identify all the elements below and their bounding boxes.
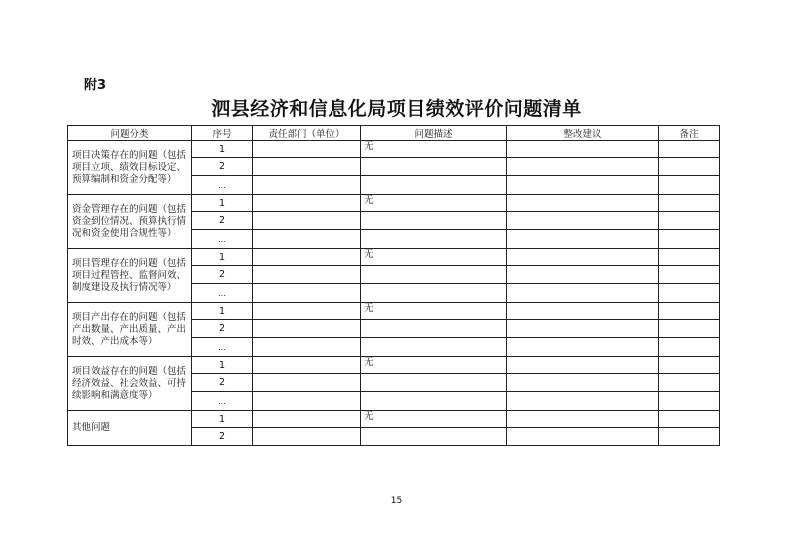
serial-cell: 1 bbox=[192, 411, 253, 428]
suggestion-cell bbox=[507, 303, 659, 320]
suggestion-cell bbox=[507, 230, 659, 249]
serial-cell: 2 bbox=[192, 320, 253, 338]
suggestion-cell bbox=[507, 428, 659, 446]
remarks-cell bbox=[659, 411, 720, 428]
remarks-cell bbox=[659, 158, 720, 176]
description-cell bbox=[361, 212, 507, 230]
remarks-cell bbox=[659, 249, 720, 266]
remarks-cell bbox=[659, 303, 720, 320]
table-header-row bbox=[68, 126, 720, 141]
department-cell bbox=[253, 303, 361, 320]
description-cell bbox=[361, 176, 507, 195]
serial-cell: 2 bbox=[192, 374, 253, 392]
remarks-cell bbox=[659, 320, 720, 338]
serial-cell: … bbox=[192, 176, 253, 195]
table-row bbox=[68, 411, 720, 428]
description-cell: 无 bbox=[361, 357, 507, 374]
department-cell bbox=[253, 176, 361, 195]
remarks-cell bbox=[659, 357, 720, 374]
department-cell bbox=[253, 195, 361, 212]
remarks-cell bbox=[659, 338, 720, 357]
column-header-suggestion: 整改建议 bbox=[507, 126, 659, 141]
remarks-cell bbox=[659, 212, 720, 230]
table-row bbox=[68, 249, 720, 266]
column-header-serial: 序号 bbox=[192, 126, 253, 141]
department-cell bbox=[253, 158, 361, 176]
serial-cell: 1 bbox=[192, 249, 253, 266]
description-cell bbox=[361, 284, 507, 303]
category-cell: 项目产出存在的问题（包括产出数量、产出质量、产出时效、产出成本等） bbox=[68, 303, 192, 357]
remarks-cell bbox=[659, 284, 720, 303]
suggestion-cell bbox=[507, 195, 659, 212]
suggestion-cell bbox=[507, 266, 659, 284]
suggestion-cell bbox=[507, 141, 659, 158]
suggestion-cell bbox=[507, 249, 659, 266]
department-cell bbox=[253, 374, 361, 392]
serial-cell: 1 bbox=[192, 141, 253, 158]
department-cell bbox=[253, 284, 361, 303]
suggestion-cell bbox=[507, 374, 659, 392]
serial-cell: 2 bbox=[192, 212, 253, 230]
department-cell bbox=[253, 411, 361, 428]
remarks-cell bbox=[659, 230, 720, 249]
serial-cell: … bbox=[192, 338, 253, 357]
column-header-department: 责任部门（单位） bbox=[253, 126, 361, 141]
remarks-cell bbox=[659, 141, 720, 158]
description-cell bbox=[361, 338, 507, 357]
suggestion-cell bbox=[507, 212, 659, 230]
remarks-cell bbox=[659, 266, 720, 284]
attachment-label: 附3 bbox=[84, 78, 107, 93]
description-cell: 无 bbox=[361, 249, 507, 266]
description-cell bbox=[361, 158, 507, 176]
serial-cell: 2 bbox=[192, 428, 253, 446]
suggestion-cell bbox=[507, 357, 659, 374]
serial-cell: 1 bbox=[192, 195, 253, 212]
department-cell bbox=[253, 249, 361, 266]
department-cell bbox=[253, 428, 361, 446]
department-cell bbox=[253, 338, 361, 357]
department-cell bbox=[253, 357, 361, 374]
serial-cell: 1 bbox=[192, 303, 253, 320]
remarks-cell bbox=[659, 195, 720, 212]
serial-cell: … bbox=[192, 392, 253, 411]
description-cell bbox=[361, 428, 507, 446]
table-row bbox=[68, 195, 720, 212]
remarks-cell bbox=[659, 428, 720, 446]
description-cell bbox=[361, 320, 507, 338]
column-header-remarks: 备注 bbox=[659, 126, 720, 141]
remarks-cell bbox=[659, 392, 720, 411]
description-cell bbox=[361, 266, 507, 284]
suggestion-cell bbox=[507, 158, 659, 176]
page-number: 15 bbox=[390, 496, 403, 506]
category-cell: 资金管理存在的问题（包括资金到位情况、预算执行情况和资金使用合规性等） bbox=[68, 195, 192, 249]
suggestion-cell bbox=[507, 338, 659, 357]
department-cell bbox=[253, 320, 361, 338]
column-header-description: 问题描述 bbox=[361, 126, 507, 141]
category-cell: 项目管理存在的问题（包括项目过程管控、监督问效、制度建设及执行情况等） bbox=[68, 249, 192, 303]
serial-cell: 2 bbox=[192, 266, 253, 284]
department-cell bbox=[253, 230, 361, 249]
category-cell: 项目效益存在的问题（包括经济效益、社会效益、可持续影响和满意度等） bbox=[68, 357, 192, 411]
suggestion-cell bbox=[507, 392, 659, 411]
suggestion-cell bbox=[507, 320, 659, 338]
serial-cell: 2 bbox=[192, 158, 253, 176]
serial-cell: … bbox=[192, 284, 253, 303]
table-row bbox=[68, 141, 720, 158]
department-cell bbox=[253, 141, 361, 158]
description-cell bbox=[361, 374, 507, 392]
description-cell bbox=[361, 230, 507, 249]
page-title: 泗县经济和信息化局项目绩效评价问题清单 bbox=[211, 98, 582, 120]
description-cell: 无 bbox=[361, 411, 507, 428]
serial-cell: 1 bbox=[192, 357, 253, 374]
suggestion-cell bbox=[507, 176, 659, 195]
description-cell bbox=[361, 392, 507, 411]
category-cell: 项目决策存在的问题（包括项目立项、绩效目标设定、预算编制和资金分配等） bbox=[68, 141, 192, 195]
department-cell bbox=[253, 212, 361, 230]
description-cell: 无 bbox=[361, 195, 507, 212]
remarks-cell bbox=[659, 374, 720, 392]
table-row bbox=[68, 357, 720, 374]
suggestion-cell bbox=[507, 284, 659, 303]
problem-list-table bbox=[67, 125, 720, 446]
remarks-cell bbox=[659, 176, 720, 195]
department-cell bbox=[253, 266, 361, 284]
serial-cell: … bbox=[192, 230, 253, 249]
description-cell: 无 bbox=[361, 303, 507, 320]
table-row bbox=[68, 303, 720, 320]
suggestion-cell bbox=[507, 411, 659, 428]
description-cell: 无 bbox=[361, 141, 507, 158]
category-cell: 其他问题 bbox=[68, 411, 192, 446]
column-header-category: 问题分类 bbox=[68, 126, 192, 141]
department-cell bbox=[253, 392, 361, 411]
